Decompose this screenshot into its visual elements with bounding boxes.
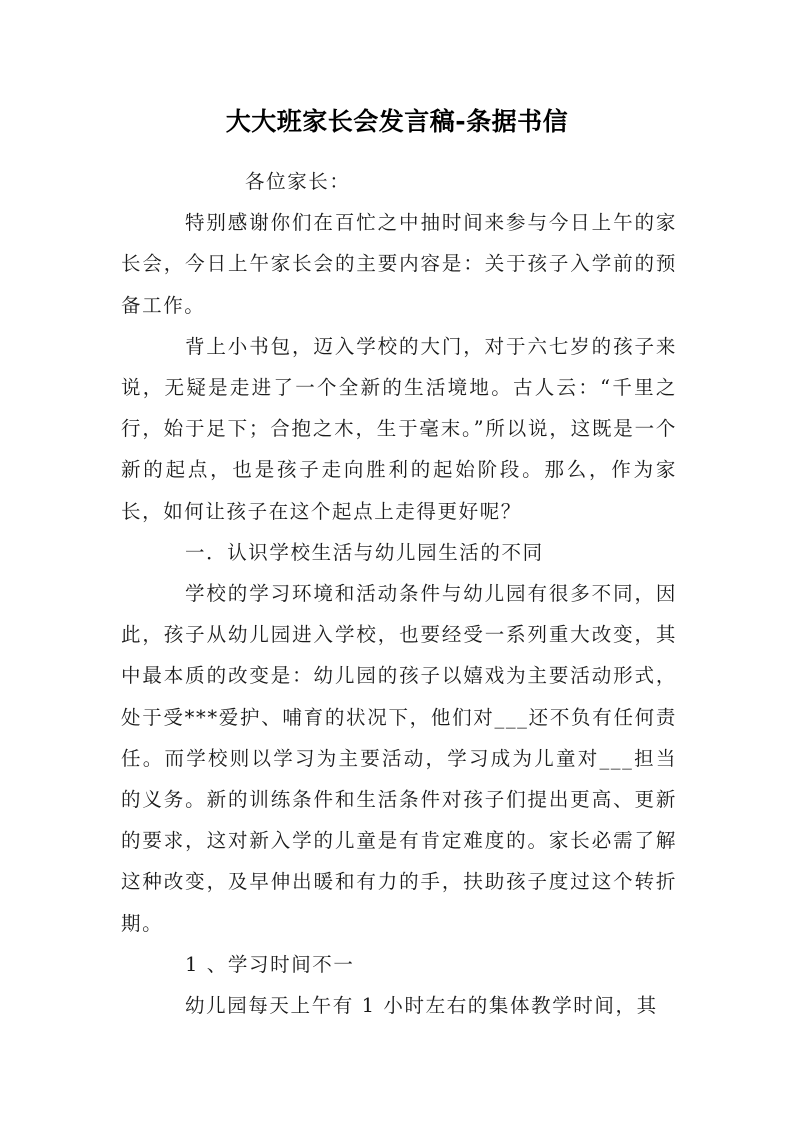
subsection-heading: 1 、学习时间不一 bbox=[185, 952, 355, 976]
section-heading: 一．认识学校生活与幼儿园生活的不同 bbox=[185, 540, 544, 564]
document-body bbox=[121, 161, 677, 1026]
paragraph: 特别感谢你们在百忙之中抽时间来参与今日上午的家长会，今日上午家长会的主要内容是：关于孩子入学前的预备工作。 bbox=[121, 211, 677, 317]
paragraph: 背上小书包，迈入学校的大门，对于六七岁的孩子来说，无疑是走进了一个全新的生活境地。古人云：“千里之行，始于足下；合抱之木，生于毫末。”所以说，这既是一个新的起点，也是孩子走向胜利的起始阶段。那么，作为家长，如何让孩子在这个起点上走得更好呢？ bbox=[121, 334, 677, 523]
paragraph: 幼儿园每天上午有 1 小时左右的集体教学时间，其 bbox=[185, 994, 658, 1018]
document-title: 大大班家长会发言稿-条据书信 bbox=[225, 107, 569, 136]
paragraph: 学校的学习环境和活动条件与幼儿园有很多不同，因此，孩子从幼儿园进入学校，也要经受一系列重大改变，其中最本质的改变是：幼儿园的孩子以嬉戏为主要活动形式，处于受***爱护、哺育的状况下，他们对___还不负有任何责任。而学校则以学习为主要活动，学习成为儿童对___担当的义务。新的训练条件和生活条件对孩子们提出更高、更新的要求，这对新入学的儿童是有肯定难度的。家长必需了解这种改变，及早伸出暖和有力的手，扶助孩子度过这个转折期。 bbox=[121, 582, 677, 935]
salutation: 各位家长： bbox=[245, 170, 351, 193]
